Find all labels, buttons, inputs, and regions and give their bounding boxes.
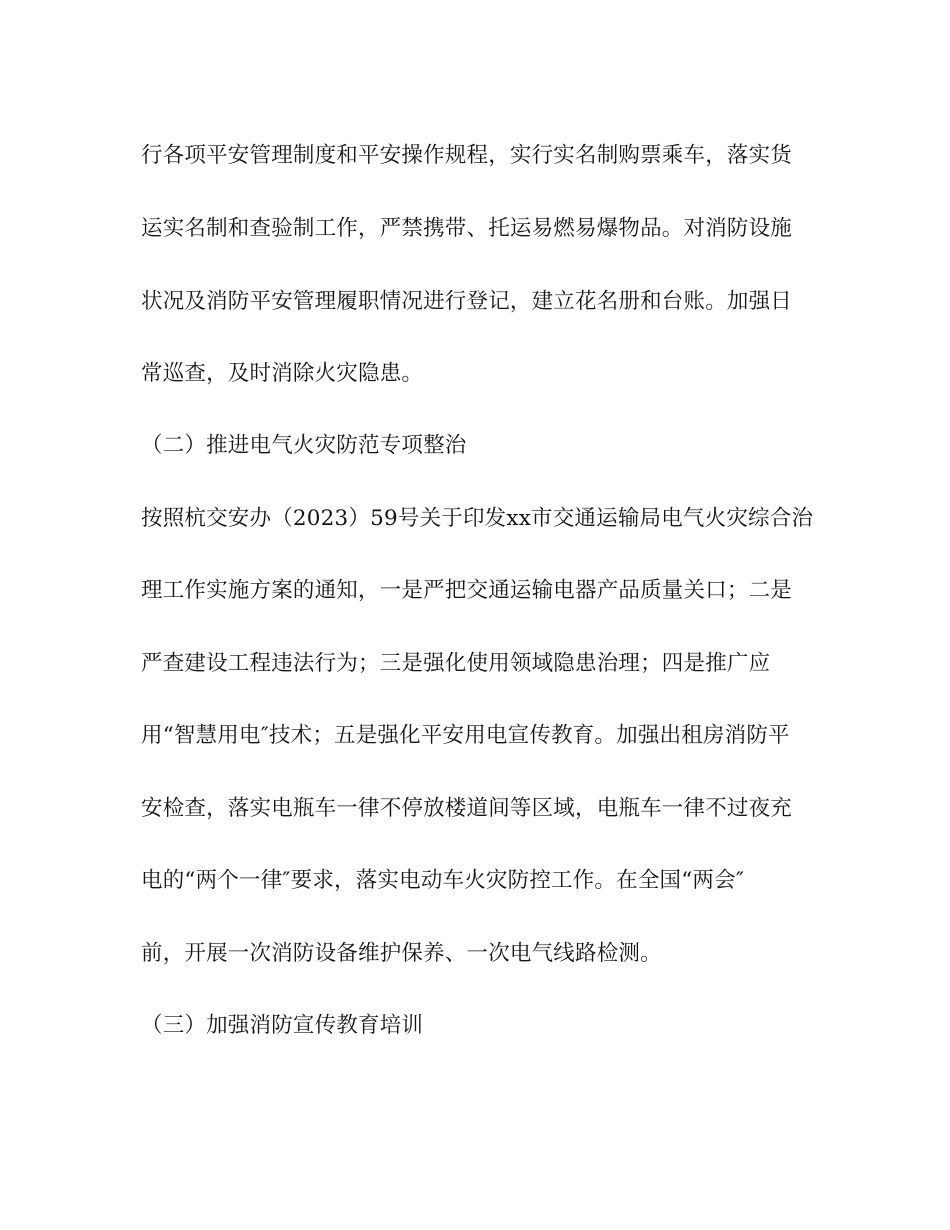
section-heading: （二）推进电气火灾防范专项整治 bbox=[141, 433, 467, 458]
body-text-line: 行各项平安管理制度和平安操作规程，实行实名制购票乘车，落实货 bbox=[141, 143, 793, 168]
section-heading: （三）加强消防宣传教育培训 bbox=[141, 1013, 424, 1038]
body-text-line: 状况及消防平安管理履职情况进行登记，建立花名册和台账。加强日 bbox=[141, 289, 793, 314]
body-text-line: 按照杭交安办（2023）59号关于印发xx市交通运输局电气火灾综合治 bbox=[141, 506, 814, 531]
body-text-line: 常巡查，及时消除火灾隐患。 bbox=[141, 361, 424, 386]
body-text-line: 安检查，落实电瓶车一律不停放楼道间等区域，电瓶车一律不过夜充 bbox=[141, 796, 793, 821]
body-text-line: 严查建设工程违法行为；三是强化使用领域隐患治理；四是推广应 bbox=[141, 651, 771, 676]
body-text-line: 电的“两个一律″要求，落实电动车火灾防控工作。在全国“两会″ bbox=[141, 868, 745, 893]
body-text-line: 运实名制和查验制工作，严禁携带、托运易燃易爆物品。对消防设施 bbox=[141, 216, 793, 241]
body-text-line: 前，开展一次消防设备维护保养、一次电气线路检测。 bbox=[141, 941, 662, 966]
body-text-line: 用“智慧用电″技术；五是强化平安用电宣传教育。加强出租房消防平 bbox=[141, 723, 790, 748]
body-text-line: 理工作实施方案的通知，一是严把交通运输电器产品质量关口；二是 bbox=[141, 578, 793, 603]
